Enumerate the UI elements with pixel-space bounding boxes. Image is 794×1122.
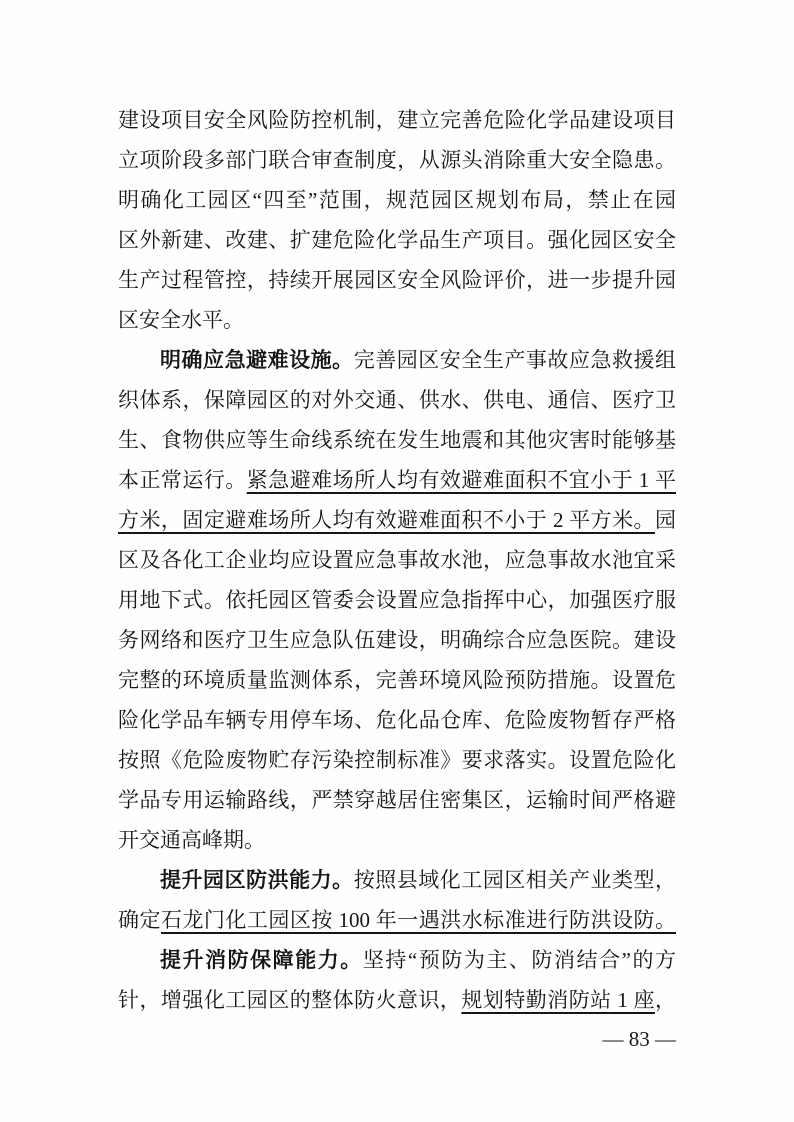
text-line bbox=[118, 220, 676, 260]
page-number: — 83 — bbox=[602, 1027, 676, 1051]
body-text-run: 区外新建、改建、扩建危险化学品生产项目。强化园区安全 bbox=[118, 228, 676, 252]
text-line bbox=[118, 740, 676, 780]
body-text-run: 本正常运行。 bbox=[118, 468, 247, 492]
text-line bbox=[118, 620, 676, 660]
body-text-run: 完整的环境质量监测体系，完善环境风险预防措施。设置危 bbox=[118, 668, 676, 692]
underlined-text: 规划特勤消防站 1 座 bbox=[461, 988, 656, 1012]
text-line bbox=[118, 380, 676, 420]
text-line bbox=[118, 100, 676, 140]
text-line bbox=[118, 420, 676, 460]
body-text-run: 用地下式。依托园区管委会设置应急指挥中心，加强医疗服 bbox=[118, 588, 676, 612]
text-line bbox=[118, 700, 676, 740]
body-text-run: 生、食物供应等生命线系统在发生地震和其他灾害时能够基 bbox=[118, 428, 676, 452]
body-text-run: 确定 bbox=[118, 908, 161, 932]
text-line bbox=[118, 660, 676, 700]
text-line bbox=[118, 460, 676, 500]
text-line bbox=[118, 940, 676, 980]
body-text-run: 完善园区安全生产事故应急救援组 bbox=[353, 348, 677, 372]
bold-lead-text: 明确应急避难设施。 bbox=[160, 349, 354, 372]
text-line bbox=[118, 540, 676, 580]
underlined-text: 方米，固定避难场所人均有效避难面积不小于 2 平方米。 bbox=[118, 508, 655, 532]
document-body bbox=[118, 100, 676, 1020]
text-line bbox=[118, 860, 676, 900]
body-text-run: 织体系，保障园区的对外交通、供水、供电、通信、医疗卫 bbox=[118, 388, 676, 412]
body-text-run: 明确化工园区“四至”范围，规范园区规划布局，禁止在园 bbox=[118, 188, 676, 212]
text-line bbox=[118, 820, 676, 860]
text-line bbox=[118, 180, 676, 220]
body-text-run: 开交通高峰期。 bbox=[118, 828, 265, 852]
body-text-run: 立项阶段多部门联合审查制度，从源头消除重大安全隐患。 bbox=[118, 148, 676, 172]
text-line bbox=[118, 260, 676, 300]
text-line bbox=[118, 300, 676, 340]
body-text-run: 按照《危险废物贮存污染控制标准》要求落实。设置危险化 bbox=[118, 748, 676, 772]
body-text-run: 建设项目安全风险防控机制，建立完善危险化学品建设项目 bbox=[118, 108, 676, 132]
text-line bbox=[118, 900, 676, 940]
body-text-run: 针，增强化工园区的整体防火意识， bbox=[118, 988, 462, 1012]
body-text-run: 按照县域化工园区相关产业类型， bbox=[353, 868, 677, 892]
body-text-run: 坚持“预防为主、防消结合”的方 bbox=[362, 948, 677, 972]
underlined-text: 石龙门化工园区按 100 年一遇洪水标准进行防洪设防。 bbox=[160, 908, 677, 932]
text-line bbox=[118, 140, 676, 180]
text-line bbox=[118, 500, 676, 540]
text-line bbox=[118, 780, 676, 820]
underlined-text: 紧急避难场所人均有效避难面积不宜小于 1 平 bbox=[246, 468, 677, 492]
body-text-run: 园 bbox=[655, 508, 676, 532]
body-text-run: ， bbox=[655, 988, 677, 1012]
text-line bbox=[118, 980, 676, 1020]
body-text-run: 学品专用运输路线，严禁穿越居住密集区，运输时间严格避 bbox=[118, 788, 676, 812]
body-text-run: 务网络和医疗卫生应急队伍建设，明确综合应急医院。建设 bbox=[118, 628, 676, 652]
body-text-run: 区安全水平。 bbox=[118, 308, 244, 332]
text-line bbox=[118, 340, 676, 380]
body-text-run: 区及各化工企业均应设置应急事故水池，应急事故水池宜采 bbox=[118, 548, 676, 572]
body-text-run: 生产过程管控，持续开展园区安全风险评价，进一步提升园 bbox=[118, 268, 676, 292]
body-text-run: 险化学品车辆专用停车场、危化品仓库、危险废物暂存严格 bbox=[118, 708, 676, 732]
bold-lead-text: 提升消防保障能力。 bbox=[160, 949, 363, 972]
text-line bbox=[118, 580, 676, 620]
bold-lead-text: 提升园区防洪能力。 bbox=[160, 869, 354, 892]
